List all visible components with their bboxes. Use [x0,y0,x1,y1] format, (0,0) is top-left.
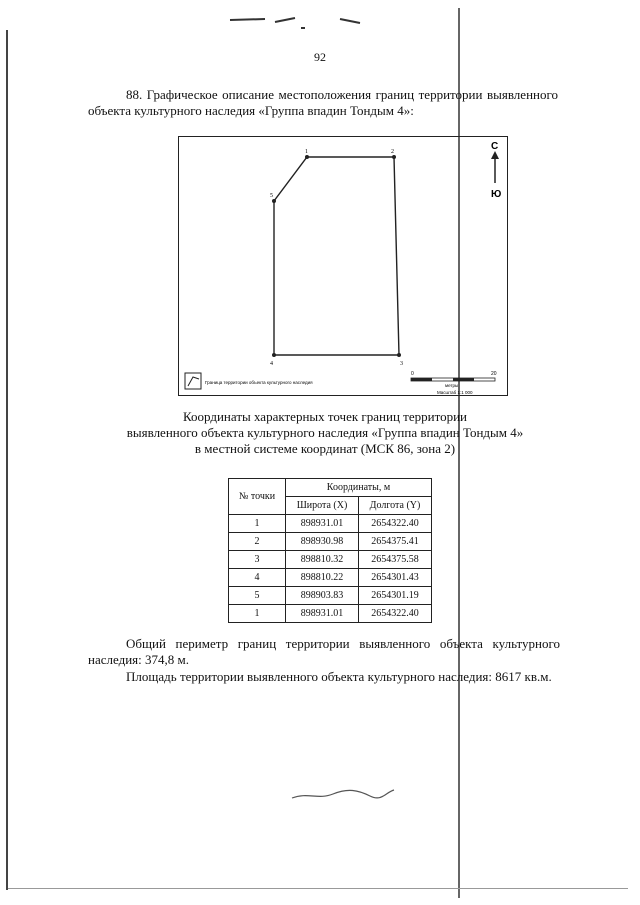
boundary-polygon [274,157,399,355]
north-label: С [491,141,499,152]
point-label-1: 1 [305,149,308,155]
header-coordinates: Координаты, м [286,479,432,497]
signature-scribble [288,782,398,806]
point-label-5: 5 [270,193,273,199]
cell-point: 1 [229,515,286,533]
cell-y: 2654375.41 [359,533,432,551]
table-row [229,515,432,533]
cell-point: 3 [229,551,286,569]
scale-bar [411,371,497,395]
cell-y: 2654322.40 [359,605,432,623]
north-arrow [491,141,501,200]
table-row [229,533,432,551]
scale-unit: метры [445,383,459,388]
left-scan-edge [6,30,8,890]
cell-y: 2654375.58 [359,551,432,569]
perimeter-paragraph: Общий периметр границ территории выявленного объекта культурного наследия: 374,8 м. [88,636,560,667]
boundary-point-2 [392,155,396,159]
header-longitude: Долгота (Y) [359,497,432,515]
boundary-point-1 [305,155,309,159]
caption-line-2: выявленного объекта культурного наследия «Группа впадин Тондым 4» [126,425,524,440]
heading-text: Графическое описание местоположения границ территории выявленного объекта культурного наследия «Группа впадин Тондым 4»: [88,87,558,118]
cell-point: 2 [229,533,286,551]
point-label-2: 2 [391,149,394,155]
scale-start: 0 [411,371,414,377]
boundary-map-drawing [179,137,509,397]
cell-y: 2654301.43 [359,569,432,587]
caption-line-3: в местной системе координат (МСК 86, зона 2) [194,441,456,456]
heading-number: 88. [126,87,143,102]
cell-x: 898810.32 [286,551,359,569]
map-legend [185,373,313,389]
boundary-point-4 [272,353,276,357]
point-label-4: 4 [270,361,273,367]
cell-x: 898931.01 [286,515,359,533]
cell-x: 898903.83 [286,587,359,605]
coordinates-caption [60,409,590,457]
bottom-scan-edge [8,888,628,889]
cell-x: 898810.22 [286,569,359,587]
boundary-point-3 [397,353,401,357]
cell-point: 1 [229,605,286,623]
table-row [229,569,432,587]
legend-text: Граница территории объекта культурного наследия [205,380,313,385]
scale-ratio: Масштаб 1:1 000 [437,390,473,395]
top-scan-smudge [225,14,385,34]
page-number: 92 [314,50,326,64]
cell-y: 2654322.40 [359,515,432,533]
caption-line-1: Координаты характерных точек границ территории [183,409,467,424]
coordinates-table [228,478,432,623]
point-label-3: 3 [400,361,403,367]
cell-point: 4 [229,569,286,587]
header-latitude: Широта (X) [286,497,359,515]
cell-point: 5 [229,587,286,605]
south-label: Ю [491,189,502,200]
scale-end: 20 [491,371,497,377]
cell-x: 898930.98 [286,533,359,551]
boundary-point-5 [272,199,276,203]
header-point: № точки [229,479,286,515]
table-row [229,605,432,623]
table-row [229,551,432,569]
cell-x: 898931.01 [286,605,359,623]
section-heading [88,87,558,119]
table-row [229,587,432,605]
cell-y: 2654301.19 [359,587,432,605]
boundary-map [178,136,508,396]
area-paragraph: Площадь территории выявленного объекта культурного наследия: 8617 кв.м. [126,669,552,684]
